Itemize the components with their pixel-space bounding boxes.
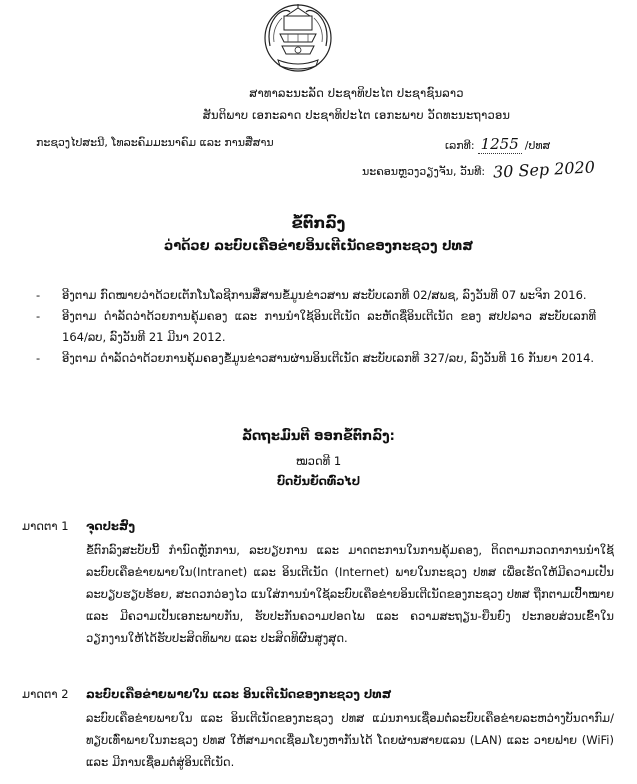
document-number-value: 1255 [478, 135, 522, 154]
document-date [362, 157, 596, 182]
document-subtitle: ວ່າດ້ວຍ ລະບົບເຄືອຂ່າຍອິນເຕີເນັດຂອງກະຊວງ ປທສ [164, 239, 473, 254]
reference-text: ອີງຕາມ ດຳລັດວ່າດ້ວຍການຄຸ້ມຄອງຂໍ້ມູນຂ່າວສານຜ່ານອິນເຕີເນັດ ສະບັບເລກທີ 327/ລບ, ລົງວັນທີ 16 ກັນຍາ 2014. [62, 351, 595, 365]
list-dash: - [36, 309, 41, 323]
document-number-suffix: /ປທສ [524, 139, 551, 152]
list-dash: - [36, 351, 41, 365]
document-number-label: ເລກທີ: [445, 139, 475, 152]
article-heading [22, 687, 391, 701]
reference-text: ອີງຕາມ ກົດໝາຍວ່າດ້ວຍເຕັກໂນໂລຊີການສື່ສານຂໍ້ມູນຂ່າວສານ ສະບັບເລກທີ 02/ສພຊ, ລົງວັນທີ 07 ພະຈິກ 2016. [62, 288, 587, 302]
national-motto: ສັນຕິພາບ ເອກະລາດ ປະຊາທິປະໄຕ ເອກະພາບ ວັດທະນະຖາວອນ [202, 108, 511, 122]
document-number [445, 135, 550, 154]
document-title: ຂໍ້ຕົກລົງ [291, 214, 346, 232]
ministry-name: ກະຊວງໄປສະນີ, ໂທລະຄົມມະນາຄົມ ແລະ ການສື່ສານ [36, 136, 274, 149]
decision-heading: ລັດຖະມົນຕີ ອອກຂໍ້ຕົກລົງ: [242, 429, 395, 444]
article-number: ມາດຕາ 1 [22, 519, 69, 533]
list-dash: - [36, 288, 41, 302]
article-heading [22, 519, 135, 533]
article-name: ລະບົບເຄືອຂ່າຍພາຍໃນ ແລະ ອິນເຕີເນັດຂອງກະຊວງ ປທສ [86, 687, 392, 701]
article-name: ຈຸດປະສົງ [86, 519, 135, 533]
reference-item [36, 348, 596, 369]
chapter-title: ບົດບັນຍັດທົ່ວໄປ [276, 474, 361, 488]
reference-item [36, 306, 596, 348]
country-name: ສາທາລະນະລັດ ປະຊາທິປະໄຕ ປະຊາຊົນລາວ [249, 86, 464, 100]
reference-item [36, 285, 596, 306]
chapter-number: ໝວດທີ 1 [295, 454, 342, 468]
document-date-label: ນະຄອນຫຼວງວຽງຈັນ, ວັນທີ: [362, 165, 486, 178]
document-date-value: 30 Sep 2020 [492, 157, 596, 182]
article-body: ຂໍ້ຕົກລົງສະບັບນີ້ ກຳນົດຫຼັກການ, ລະບຽບການ ແລະ ມາດຕະການໃນການຄຸ້ມຄອງ, ຕິດຕາມກວດກາການນຳໃຊ້ລະບົບເຄືອຂ່າຍພາຍໃນ(Intranet) ແລະ ອິນເຕີເນັດ (Internet) ພາຍໃນກະຊວງ ປທສ ເພື່ອເຮັດໃຫ້ມີຄວາມເປັນລະບຽບຮຽບຮ້ອຍ, ສະດວກວ່ອງໄວ ແນໃສ່ການນຳໃຊ້ລະບົບເຄືອຂ່າຍອິນເຕີເນັດຂອງກະຊວງ ປທສ ຖືກຕາມເປົ້າໝາຍ ແລະ ມີຄວາມເປັນເອກະພາບກັນ, ຮັບປະກັນຄວາມປອດໄພ ແລະ ຄວາມສະຖຽນ-ຍືນຍົງ ປະກອບສ່ວນເຂົ້າໃນວຽກງານໃຫ້ໄດ້ຮັບປະສິດທິພາບ ແລະ ປະສິດທິຜົນສູງສຸດ. [86, 543, 614, 645]
article-number: ມາດຕາ 2 [22, 687, 69, 701]
article-body: ລະບົບເຄືອຂ່າຍພາຍໃນ ແລະ ອິນເຕີເນັດຂອງກະຊວງ ປທສ ແມ່ນການເຊື່ອມຕໍ່ລະບົບເຄືອຂ່າຍລະຫວ່າງບັນດາກົມ/ທຽບເທົ່າພາຍໃນກະຊວງ ປທສ ໃຫ້ສາມາດເຊື່ອມໂຍງຫາກັນໄດ້ ໂດຍຜ່ານສາຍແລນ (LAN) ແລະ ວາຍຟາຍ (WiFi) ແລະ ມີການເຊື່ອມຕໍ່ສູ່ອິນເຕີເນັດ. [86, 711, 614, 769]
lao-national-emblem-icon [260, 2, 336, 76]
legal-references [36, 285, 596, 369]
reference-text: ອີງຕາມ ດຳລັດວ່າດ້ວຍການຄຸ້ມຄອງ ແລະ ການນຳໃຊ້ອິນເຕີເນັດ ລະຫັດຊື່ອິນເຕີເນັດ ຂອງ ສປປລາວ ສະບັບເລກທີ 164/ລບ, ລົງວັນທີ 21 ມີນາ 2012. [62, 309, 596, 344]
